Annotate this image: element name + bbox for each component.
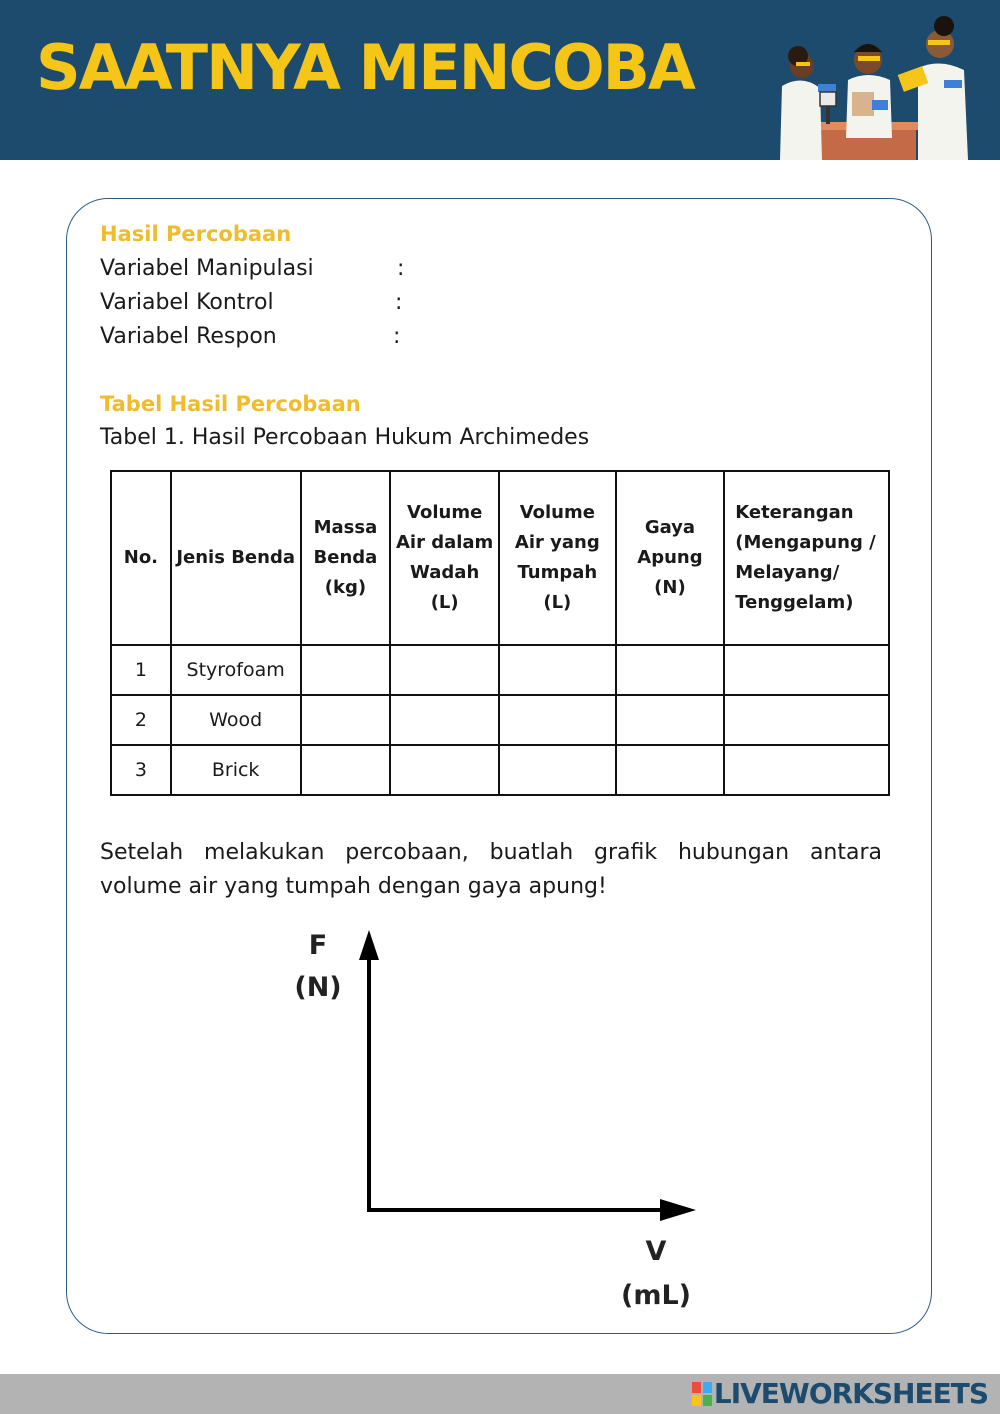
x-axis-label: V bbox=[645, 1236, 667, 1267]
variable-separator: : bbox=[395, 290, 403, 315]
y-axis-arrow-icon bbox=[359, 930, 379, 960]
header-description: Keterangan (Mengapung / Melayang/ Tenggelam) bbox=[724, 471, 889, 645]
header-water-volume: Volume Air dalam Wadah (L) bbox=[390, 471, 499, 645]
brand-name: LIVEWORKSHEETS bbox=[713, 1377, 988, 1410]
cell-object: Brick bbox=[171, 745, 301, 795]
results-section-title: Hasil Percobaan bbox=[100, 222, 292, 246]
header-mass: Massa Benda (kg) bbox=[301, 471, 391, 645]
cell-object: Wood bbox=[171, 695, 301, 745]
table-caption: Tabel 1. Hasil Percobaan Hukum Archimedes bbox=[100, 425, 590, 450]
y-axis-label: F bbox=[308, 930, 328, 961]
variable-label: Variabel Manipulasi bbox=[100, 256, 314, 281]
header-no: No. bbox=[111, 471, 171, 645]
footer-bar bbox=[0, 1374, 1000, 1414]
cell-no: 2 bbox=[111, 695, 171, 745]
variable-label: Variabel Kontrol bbox=[100, 290, 274, 315]
table-section-title: Tabel Hasil Percobaan bbox=[100, 392, 361, 416]
header-buoyant-force: Gaya Apung (N) bbox=[616, 471, 725, 645]
variable-label: Variabel Respon bbox=[100, 324, 277, 349]
variable-separator: : bbox=[393, 324, 401, 349]
header-spilled-volume: Volume Air yang Tumpah (L) bbox=[499, 471, 616, 645]
page-title: SAATNYA MENCOBA bbox=[36, 31, 694, 104]
y-axis-unit: (N) bbox=[294, 972, 342, 1003]
variable-separator: : bbox=[397, 256, 405, 281]
liveworksheets-logo-icon bbox=[690, 1380, 714, 1408]
cell-no: 1 bbox=[111, 645, 171, 695]
cell-object: Styrofoam bbox=[171, 645, 301, 695]
instruction-text: Setelah melakukan percobaan, buatlah grafik hubungan antara volume air yang tumpah dengan gaya apung! bbox=[100, 840, 882, 899]
x-axis-unit: (mL) bbox=[620, 1280, 692, 1311]
x-axis-arrow-icon bbox=[660, 1199, 696, 1221]
cell-no: 3 bbox=[111, 745, 171, 795]
header-object-type: Jenis Benda bbox=[171, 471, 301, 645]
